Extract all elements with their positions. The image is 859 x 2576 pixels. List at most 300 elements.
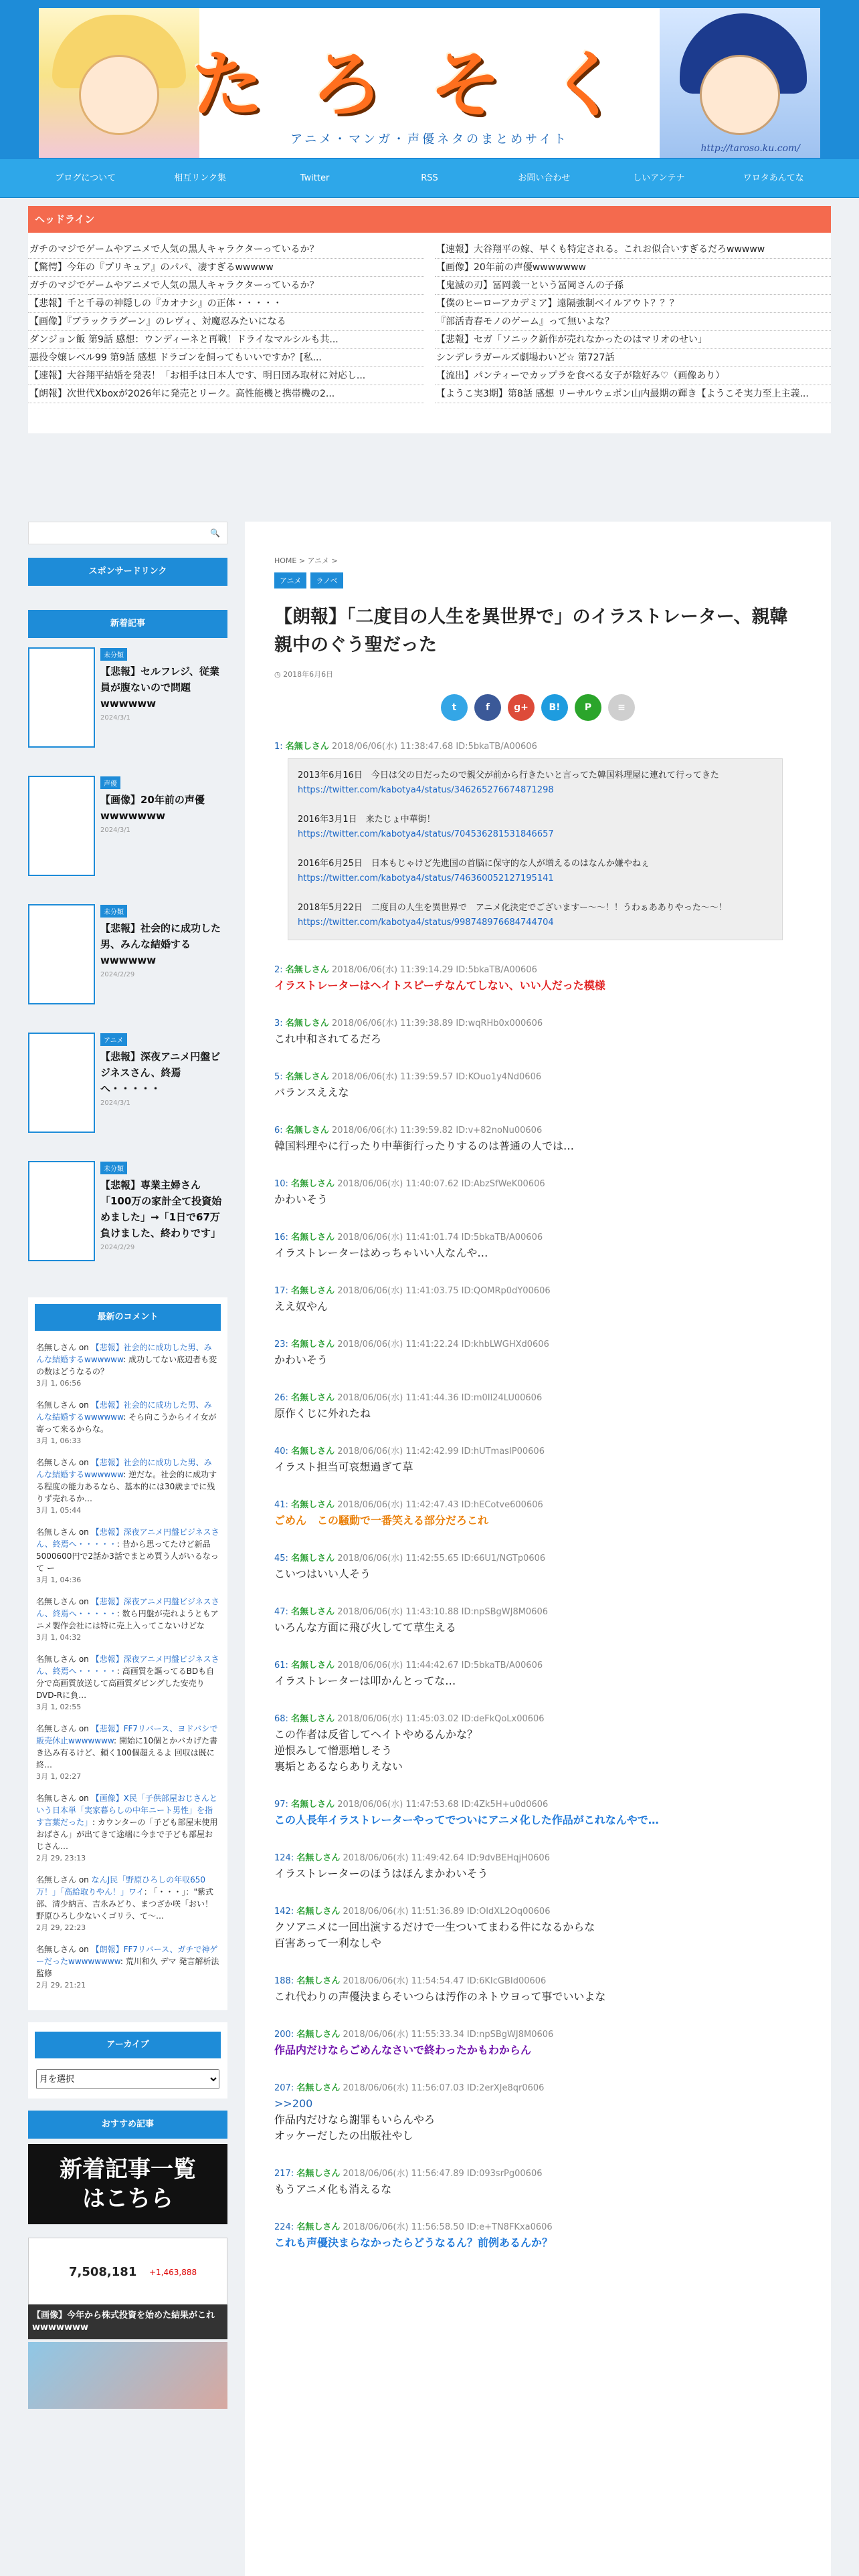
comment-separator: : <box>144 1887 150 1897</box>
comment-number[interactable]: 217: <box>274 2169 294 2179</box>
comment-text: 高画質を謳ってるBDも自分で高画質放送して高画質ダビングした安売りDVD-Rに負… <box>36 1667 215 1700</box>
comment-item <box>274 2220 801 2251</box>
comment-separator: : <box>116 1609 122 1618</box>
comment-body <box>274 1513 801 1529</box>
comment-body <box>274 1085 801 1101</box>
post-title[interactable]: 【悲報】深夜アニメ円盤ビジネスさん、終焉へ・・・・・ <box>100 1051 221 1095</box>
comment-body <box>274 1245 801 1261</box>
comment-post-link[interactable]: 【朗報】FF7リバース、ガチで神ゲーだったwwwwwwww <box>36 1945 218 1966</box>
comment-name: 名無しさん <box>296 2222 341 2232</box>
comment-number[interactable]: 97: <box>274 1800 288 1810</box>
comment-number[interactable]: 188: <box>274 1976 294 1986</box>
comment-on: on <box>76 1875 92 1885</box>
headline-item[interactable]: 【驚愕】今年の『プリキュア』のパパ、凄すぎるwwwww <box>28 259 424 277</box>
quote-link[interactable]: https://twitter.com/kabotya4/status/746360052127195141 <box>298 873 554 883</box>
post-body <box>100 904 227 1022</box>
post-thumbnail[interactable] <box>28 1033 95 1133</box>
comment-number[interactable]: 26: <box>274 1393 288 1403</box>
comment-body <box>274 2235 801 2251</box>
comment-header <box>274 1444 801 1459</box>
headline-item[interactable]: 【速報】大谷翔平結婚を発表！「お相手は日本人です、明日団み取材に対応し... <box>28 367 424 385</box>
post-date: 2024/3/1 <box>100 827 130 834</box>
comment-date: 3月 1, 02:55 <box>36 1703 82 1711</box>
comment-name: 名無しさん <box>291 1179 335 1189</box>
comment-item <box>274 2028 801 2058</box>
comment-author: 名無しさん <box>36 1794 77 1803</box>
comment-header <box>274 1798 801 1812</box>
archive-heading: アーカイブ <box>35 2032 221 2058</box>
comment-body <box>274 978 801 994</box>
headline-item[interactable]: ガチのマジでゲームやアニメで人気の黒人キャラクターっているか？ <box>28 241 424 259</box>
comment-text: そら向こうからイイ女が寄って来るからな。 <box>36 1412 217 1434</box>
comment-item <box>274 1444 801 1475</box>
comment-header <box>274 1712 801 1727</box>
comment-text: 昔から思ってたけど新品5000600円で2話か3話でまとめ買う人がいるなって ー <box>36 1539 219 1573</box>
post-body <box>100 776 227 893</box>
comment-date: 3月 1, 05:44 <box>36 1506 82 1515</box>
comment-meta: 2018/06/06(水) 11:45:03.02 ID:deFkQoLx00606 <box>337 1714 545 1724</box>
global-nav <box>0 159 859 198</box>
new-post-card[interactable] <box>28 772 227 900</box>
comment-author: 名無しさん <box>36 1945 77 1954</box>
comment-number[interactable]: 40: <box>274 1446 288 1457</box>
comment-number[interactable]: 47: <box>274 1607 288 1617</box>
comment-number[interactable]: 5: <box>274 1072 283 1082</box>
comment-number[interactable]: 207: <box>274 2083 294 2093</box>
comment-meta: 2018/06/06(水) 11:39:14.29 ID:5bkaTB/A00606 <box>331 965 537 975</box>
comment-separator: : <box>123 1412 129 1422</box>
comment-name: 名無しさん <box>285 1018 329 1029</box>
comment-on: on <box>76 1343 92 1352</box>
comment-separator: : <box>114 1736 119 1745</box>
comment-date: 2月 29, 22:23 <box>36 1923 86 1932</box>
article-title: 【朗報】「二度目の人生を異世界で」のイラストレーター、親韓親中のぐう聖だった <box>274 607 788 655</box>
comment-body <box>274 1620 801 1636</box>
comment-text: 開始に10個とかバカげた書き込み有るけど、頼く100個超えるよ 回収は既に終… <box>36 1736 218 1769</box>
comment-name: 名無しさん <box>285 965 329 975</box>
post-category[interactable]: 声優 <box>100 776 120 789</box>
new-post-card[interactable] <box>28 900 227 1029</box>
comment-number[interactable]: 10: <box>274 1179 288 1189</box>
post-title[interactable]: 【画像】20年前の声優wwwwwww <box>100 794 205 822</box>
recent-comment-item <box>36 1653 219 1713</box>
comment-line: こいつはいい人そう <box>274 1568 371 1580</box>
comment-header <box>274 1391 801 1406</box>
comment-number[interactable]: 61: <box>274 1660 288 1671</box>
comment-meta: 2018/06/06(水) 11:43:10.88 ID:npSBgWJ8M0606 <box>337 1607 549 1617</box>
comment-line: ごめん この騒動で一番笑える部分だろこれ <box>274 1514 489 1527</box>
comment-text: 数ら円盤が売れようともアニメ製作会社には特に売上入ってこないけどな <box>36 1609 219 1630</box>
comment-text: カウンターの「子ども部屋末使用おばさん」が出てきて途端に今まで子ども部屋おじさん… <box>36 1818 218 1851</box>
new-posts-banner-line2: はこちら <box>82 2185 173 2212</box>
comment-text: 成功してない底辺者も変の数はどうなるの？ <box>36 1355 217 1376</box>
comment-line: 百害あって一利なしや <box>274 1937 381 1949</box>
comment-meta: 2018/06/06(水) 11:55:33.34 ID:npSBgWJ8M0606 <box>343 2030 554 2040</box>
nav-twitter[interactable]: Twitter <box>300 173 330 183</box>
comment-body <box>274 2042 801 2058</box>
comment-item <box>274 1284 801 1315</box>
site-banner[interactable] <box>39 8 820 158</box>
comment-author: 名無しさん <box>36 1724 77 1733</box>
comment-separator: : <box>123 1470 129 1479</box>
line-share-icon[interactable]: P <box>575 694 601 721</box>
comment-item <box>274 1551 801 1582</box>
comment-header <box>274 1551 801 1566</box>
recommend-widget <box>28 2111 227 2409</box>
comment-item <box>274 1230 801 1261</box>
comment-number[interactable]: 3: <box>274 1018 283 1029</box>
comment-number[interactable]: 41: <box>274 1500 288 1510</box>
post-thumbnail[interactable] <box>28 1161 95 1261</box>
recent-comment-item <box>36 1943 219 1992</box>
article-date <box>274 669 801 679</box>
recent-comment-item <box>36 1399 219 1447</box>
comment-line: 逆恨みして憎悪増しそう <box>274 1744 393 1757</box>
comment-number[interactable]: 17: <box>274 1286 288 1296</box>
recent-comments-heading: 最新のコメント <box>35 1304 221 1331</box>
post-thumbnail[interactable] <box>28 647 95 748</box>
headline-item[interactable]: 悪役令嬢レベル99 第9話 感想 ドラゴンを飼ってもいいですか？[私... <box>28 349 424 367</box>
comment-number[interactable]: 200: <box>274 2030 294 2040</box>
post-category[interactable]: 未分類 <box>100 1162 127 1174</box>
comment-body <box>274 2181 801 2197</box>
comment-number[interactable]: 6: <box>274 1125 283 1136</box>
comment-post-link[interactable]: 【画像】X民「子供部屋おじさんという日本単「実家暮らしの中年ニート男性」を指す言葉だった」 <box>36 1794 217 1827</box>
comment-text: 「・・・」： <box>149 1887 194 1897</box>
comment-meta: 2018/06/06(水) 11:41:22.24 ID:khbLWGHXd0606 <box>337 1339 549 1350</box>
comment-body <box>274 1812 801 1828</box>
headline-item[interactable]: 【悲報】千と千尋の神隠しの『カオナシ』の正体・・・・・ <box>28 295 424 313</box>
comment-item <box>274 1177 801 1208</box>
comment-header <box>274 740 801 754</box>
comment-number[interactable]: 2: <box>274 965 283 975</box>
comment-line: これも声優決まらなかったらどうなるん？前例あるんか？ <box>274 2236 553 2249</box>
headline-item[interactable]: 【ようこ実3期】第8話 感想 リーサルウェポン山内最期の輝き【ようこそ実力至上主義... <box>435 385 831 403</box>
comment-post-link[interactable]: 【悲報】FF7リバース、ヨドバシで販売休止wwwwwww <box>36 1724 218 1745</box>
sidebar <box>28 522 227 2409</box>
quote-text: 2018年5月22日 二度目の人生を異世界で アニメ化決定でございますー〜〜！！うわぁあありやった〜〜！ <box>298 903 727 913</box>
comment-post-link[interactable]: 【悲報】深夜アニメ円盤ビジネスさん、終焉へ・・・・・ <box>36 1597 219 1618</box>
comment-line: オッケーだしたの出版社やし <box>274 2129 413 2142</box>
comment-author: 名無しさん <box>36 1654 77 1664</box>
comment-meta: 2018/06/06(水) 11:40:07.62 ID:AbzSfWeK00606 <box>337 1179 545 1189</box>
quote-text: 2016年3月1日 来たじょ中華街！ <box>298 815 436 825</box>
comment-header <box>274 2028 801 2042</box>
site-title: たろそく <box>191 43 668 127</box>
comment-number[interactable]: 23: <box>274 1339 288 1350</box>
post-title[interactable]: 【悲報】社会的に成功した男、みんな結婚するwwwwww <box>100 922 221 966</box>
comment-separator: : <box>92 1818 98 1827</box>
post-title[interactable]: 【悲報】専業主婦さん「100万の家計全て投資始めました」→「1日で67万負けました、終わりです」 <box>100 1179 222 1239</box>
comment-name: 名無しさん <box>291 1393 335 1403</box>
comment-text: 逆だな。社会的に成功する程度の能力あるなら、基本的には30歳までに残りず売れるか… <box>36 1470 217 1503</box>
post-category[interactable]: 未分類 <box>100 905 127 918</box>
comment-meta: 2018/06/06(水) 11:41:44.36 ID:m0Il24LU00606 <box>337 1393 543 1403</box>
comment-meta: 2018/06/06(水) 11:54:54.47 ID:6KIcGBId00606 <box>343 1976 547 1986</box>
post-date: 2024/3/1 <box>100 1099 130 1107</box>
headline-item[interactable]: 【悲報】セガ「ソニック新作が売れなかったのはマリオのせい」 <box>435 331 831 349</box>
comment-line: この作者は反省してヘイトやめるんかな？ <box>274 1728 478 1741</box>
comment-item <box>274 1658 801 1689</box>
comment-reply-anchor[interactable]: >>200 <box>274 2097 313 2110</box>
comment-on: on <box>76 1945 92 1954</box>
headline-item[interactable]: シンデレラガールズ劇場わいど☆ 第727話 <box>435 349 831 367</box>
comment-body <box>274 1406 801 1422</box>
comment-line: イラストレーターはヘイトスピーチなんてしない、いい人だった模様 <box>274 979 605 992</box>
quote-text: 2013年6月16日 今日は父の日だったので親父が前から行きたいと言ってた韓国料理屋に連れて行ってきた <box>298 770 719 780</box>
article-tags <box>274 572 801 588</box>
comment-body <box>274 1192 801 1208</box>
comment-on: on <box>76 1400 92 1410</box>
comment-item <box>274 1016 801 1047</box>
comment-on: on <box>76 1527 92 1537</box>
headline-item[interactable]: 【速報】大谷翔平の嫁、早くも特定される。これお似合いすぎるだろwwwww <box>435 241 831 259</box>
comment-line: かわいそう <box>274 1193 328 1206</box>
comment-line: イラストレーターは叩かんとってな… <box>274 1675 456 1687</box>
recommend-number: 7,508,181 <box>69 2265 137 2279</box>
comment-item <box>274 1498 801 1529</box>
comment-meta: 2018/06/06(水) 11:56:58.50 ID:e+TN8FKxa0606 <box>343 2222 553 2232</box>
comment-body <box>274 1989 801 2005</box>
comment-author: 名無しさん <box>36 1458 77 1467</box>
recommend-heading: おすすめ記事 <box>28 2111 227 2139</box>
comment-author: 名無しさん <box>36 1597 77 1606</box>
comment-name: 名無しさん <box>285 1072 329 1082</box>
headline-item[interactable]: 『部活青春モノのゲーム』って無いよな？ <box>435 313 831 331</box>
more-share-icon[interactable]: ≡ <box>608 694 635 721</box>
recent-comment-item <box>36 1792 219 1864</box>
post-category[interactable]: アニメ <box>100 1033 127 1046</box>
comment-date: 2月 29, 21:21 <box>36 1981 86 1990</box>
comment-header <box>274 2167 801 2181</box>
comment-on: on <box>76 1654 92 1664</box>
comment-author: 名無しさん <box>36 1875 77 1885</box>
comment-author: 名無しさん <box>36 1400 77 1410</box>
comment-post-link[interactable]: 【悲報】社会的に成功した男、みんな結婚するwwwwww <box>36 1400 212 1422</box>
new-post-card[interactable] <box>28 1157 227 1285</box>
comment-item <box>274 1798 801 1828</box>
search-box[interactable] <box>28 522 227 544</box>
comment-header <box>274 1605 801 1620</box>
recent-comment-item <box>36 1723 219 1783</box>
headline-item[interactable]: 【朗報】次世代Xboxが2026年に発売とリーク。高性能機と携帯機の2... <box>28 385 424 403</box>
comment-post-link[interactable]: 【悲報】深夜アニメ円盤ビジネスさん、終焉へ・・・・・ <box>36 1527 219 1549</box>
comment-body <box>274 1566 801 1582</box>
comment-body <box>274 1866 801 1882</box>
comment-name: 名無しさん <box>296 2083 341 2093</box>
site-subtitle: アニメ・マンガ・声優ネタのまとめサイト <box>290 132 569 146</box>
comment-item <box>274 1605 801 1636</box>
recent-comment-item <box>36 1874 219 1934</box>
comment-item <box>274 1905 801 1951</box>
nav-contact[interactable]: お問い合わせ <box>518 173 571 183</box>
comment-line: この人長年イラストレーターやってでついにアニメ化した作品がこれなんやで… <box>274 1814 659 1826</box>
comment-name: 名無しさん <box>296 2030 341 2040</box>
comment-post-link[interactable]: 【悲報】社会的に成功した男、みんな結婚するwwwwww <box>36 1458 212 1479</box>
search-icon[interactable]: 🔍 <box>210 528 220 538</box>
comment-number[interactable]: 16: <box>274 1232 288 1243</box>
new-post-card[interactable] <box>28 1029 227 1157</box>
headline-item[interactable]: ガチのマジでゲームやアニメで人気の黒人キャラクターっているか？ <box>28 277 424 295</box>
comment-on: on <box>76 1724 92 1733</box>
article <box>245 522 831 2576</box>
recent-comments-list <box>36 1341 219 1992</box>
comment-line: クソアニメに一回出演するだけで一生ついてまわる件になるからな <box>274 1921 595 1933</box>
comment-extra: "紫式部、清少納言、吉永みどり、まつざか咲「おい！野原ひろし少ないくゴリラ、て〜… <box>36 1887 214 1921</box>
post-thumbnail[interactable] <box>28 904 95 1004</box>
quote-gap <box>298 842 773 857</box>
post-date: 2024/2/29 <box>100 971 135 978</box>
comment-body <box>274 1459 801 1475</box>
article-date-text: 2018年6月6日 <box>283 670 334 679</box>
comment-meta: 2018/06/06(水) 11:56:07.03 ID:2erXJe8qr0606 <box>343 2083 545 2093</box>
comment-meta: 2018/06/06(水) 11:44:42.67 ID:5bkaTB/A00606 <box>337 1660 543 1671</box>
comment-meta: 2018/06/06(水) 11:38:47.68 ID:5bkaTB/A00606 <box>331 742 537 752</box>
comment-body <box>274 1138 801 1154</box>
recommend-thumbnail[interactable] <box>28 2238 227 2304</box>
comment-number[interactable]: 142: <box>274 1907 294 1917</box>
comment-meta: 2018/06/06(水) 11:56:47.89 ID:093srPg00606 <box>343 2169 543 2179</box>
comment-on: on <box>76 1597 92 1606</box>
nav-rss[interactable]: RSS <box>421 173 438 183</box>
post-date: 2024/2/29 <box>100 1244 135 1251</box>
comment-line: 作品内だけならごめんなさいで終わったかもわからん <box>274 2044 531 2056</box>
site-url: http://taroso.ku.com/ <box>700 143 800 154</box>
nav-links[interactable]: 相互リンク集 <box>174 173 226 183</box>
post-title[interactable]: 【悲報】セルフレジ、従業員が腹ないので問題wwwwww <box>100 665 219 710</box>
comment-item <box>274 1123 801 1154</box>
comment-name: 名無しさん <box>291 1286 335 1296</box>
quote-text: 2016年6月25日 日本もじゃけど先進国の首脳に保守的な人が増えるのはなんか嫌やねぇ <box>298 859 650 869</box>
comment-date: 3月 1, 04:36 <box>36 1576 82 1584</box>
comment-separator: : <box>116 1667 122 1676</box>
quote-gap <box>298 886 773 901</box>
recent-comments <box>28 1297 227 2010</box>
comment-meta: 2018/06/06(水) 11:51:36.89 ID:OldXL2Oq00606 <box>343 1907 551 1917</box>
comment-header <box>274 1905 801 1919</box>
quote-link[interactable]: https://twitter.com/kabotya4/status/346265276674871298 <box>298 785 554 795</box>
quoted-tweets <box>288 758 783 940</box>
comment-line: イラスト担当可哀想過ぎて草 <box>274 1461 413 1473</box>
facebook-share-icon[interactable]: f <box>474 694 501 721</box>
comment-name: 名無しさん <box>296 1907 341 1917</box>
headline-item[interactable]: 【画像】『ブラックラグーン』のレヴィ、対魔忍みたいになる <box>28 313 424 331</box>
recent-comment-item <box>36 1341 219 1390</box>
post-thumbnail[interactable] <box>28 776 95 876</box>
comment-item <box>274 1337 801 1368</box>
recommend-thumbnail-2[interactable] <box>28 2342 227 2409</box>
comment-on: on <box>76 1458 92 1467</box>
quote-link[interactable]: https://twitter.com/kabotya4/status/704536281531846657 <box>298 829 554 839</box>
comment-author: 名無しさん <box>36 1343 77 1352</box>
quote-link[interactable]: https://twitter.com/kabotya4/status/998748976684744704 <box>298 918 554 928</box>
headline-item[interactable]: 【鬼滅の刃】冨岡義一という冨岡さんの子孫 <box>435 277 831 295</box>
comment-meta: 2018/06/06(水) 11:42:55.65 ID:66U1/NGTp0606 <box>337 1553 546 1564</box>
comment-line: かわいそう <box>274 1354 328 1366</box>
comment-header <box>274 1123 801 1138</box>
comment-header <box>274 1658 801 1673</box>
comment-meta: 2018/06/06(水) 11:42:47.43 ID:hECotve600606 <box>337 1500 543 1510</box>
comment-meta: 2018/06/06(水) 11:39:38.89 ID:wqRHb0x000606 <box>331 1018 543 1029</box>
comment-date: 3月 1, 06:56 <box>36 1379 82 1388</box>
comment-line: 韓国料理やに行ったり中華街行ったりするのは普通の人では… <box>274 1140 575 1152</box>
comment-name: 名無しさん <box>285 742 329 752</box>
google-share-icon[interactable]: g+ <box>508 694 535 721</box>
nav-antenna[interactable]: しいアンテナ <box>633 173 685 183</box>
comment-item <box>274 740 801 940</box>
comment-body <box>274 1031 801 1047</box>
comment-post-link[interactable]: なんJ民「野原ひろしの年収650万！」「高給取りやん！」ワイ <box>36 1875 206 1897</box>
comment-line: ええ奴やん <box>274 1300 328 1313</box>
comment-name: 名無しさん <box>296 1976 341 1986</box>
comment-name: 名無しさん <box>291 1660 335 1671</box>
comment-meta: 2018/06/06(水) 11:42:42.99 ID:hUTmasIP00606 <box>337 1446 545 1457</box>
comment-date: 2月 29, 23:13 <box>36 1854 86 1862</box>
comment-name: 名無しさん <box>291 1500 335 1510</box>
new-posts-heading: 新着記事 <box>28 610 227 638</box>
comment-post-link[interactable]: 【悲報】深夜アニメ円盤ビジネスさん、終焉へ・・・・・ <box>36 1654 219 1676</box>
share-buttons <box>274 694 801 721</box>
headline-box <box>28 206 831 433</box>
post-category[interactable]: 未分類 <box>100 648 127 661</box>
comment-number[interactable]: 1: <box>274 742 283 752</box>
headline-list <box>28 233 831 403</box>
headline-item[interactable]: 【流出】パンティーでカップラを食べる女子が陰好み♡（画像あり） <box>435 367 831 385</box>
comment-item <box>274 1851 801 1882</box>
comment-header <box>274 1070 801 1085</box>
comment-header <box>274 1498 801 1513</box>
comment-meta: 2018/06/06(水) 11:41:03.75 ID:QOMRp0dY00606 <box>337 1286 551 1296</box>
tag-ranobe[interactable]: ラノベ <box>310 572 343 588</box>
comment-name: 名無しさん <box>291 1339 335 1350</box>
comment-number[interactable]: 224: <box>274 2222 294 2232</box>
new-posts-banner[interactable] <box>28 2144 227 2224</box>
nav-warota[interactable]: ワロタあんてな <box>743 173 804 183</box>
comment-meta: 2018/06/06(水) 11:49:42.64 ID:9dvBEHqjH0606 <box>343 1853 550 1863</box>
breadcrumb[interactable]: HOME > アニメ > <box>274 556 338 565</box>
recent-comment-item <box>36 1596 219 1644</box>
comment-number[interactable]: 124: <box>274 1853 294 1863</box>
comment-post-link[interactable]: 【悲報】社会的に成功した男、みんな結婚するwwwwww <box>36 1343 212 1364</box>
comment-on: on <box>76 1794 92 1803</box>
new-post-card[interactable] <box>28 643 227 772</box>
tag-anime[interactable]: アニメ <box>274 572 306 588</box>
headline-item[interactable]: 【僕のヒーローアカデミア】遠隔強制ベイルアウト？？？ <box>435 295 831 313</box>
headline-item[interactable]: ダンジョン飯 第9話 感想：ウンディーネと再戦！ドライなマルシルも共... <box>28 331 424 349</box>
comment-header <box>274 1016 801 1031</box>
twitter-share-icon[interactable]: t <box>441 694 468 721</box>
comment-line: バランスええな <box>274 1086 349 1099</box>
nav-about[interactable]: ブログについて <box>55 173 116 183</box>
comment-meta: 2018/06/06(水) 11:39:59.57 ID:KOuo1y4Nd0606 <box>331 1072 542 1082</box>
archive-select[interactable] <box>36 2069 219 2089</box>
comment-name: 名無しさん <box>291 1232 335 1243</box>
hatena-share-icon[interactable]: B! <box>541 694 568 721</box>
comment-header <box>274 1974 801 1989</box>
comment-header <box>274 2220 801 2235</box>
post-body <box>100 1033 227 1150</box>
comment-line: もうアニメ化も消えるな <box>274 2183 392 2195</box>
comment-name: 名無しさん <box>291 1607 335 1617</box>
comment-body <box>274 2112 801 2144</box>
comment-number[interactable]: 45: <box>274 1553 288 1564</box>
comment-header <box>274 2081 801 2096</box>
headline-item[interactable]: 【画像】20年前の声優wwwwwww <box>435 259 831 277</box>
comment-meta: 2018/06/06(水) 11:47:53.68 ID:4Zk5H+u0d0606 <box>337 1800 549 1810</box>
post-body <box>100 1161 227 1279</box>
recommend-caption[interactable]: 【画像】今年から株式投資を始めた結果がこれwwwwwww <box>28 2304 227 2339</box>
comment-number[interactable]: 68: <box>274 1714 288 1724</box>
